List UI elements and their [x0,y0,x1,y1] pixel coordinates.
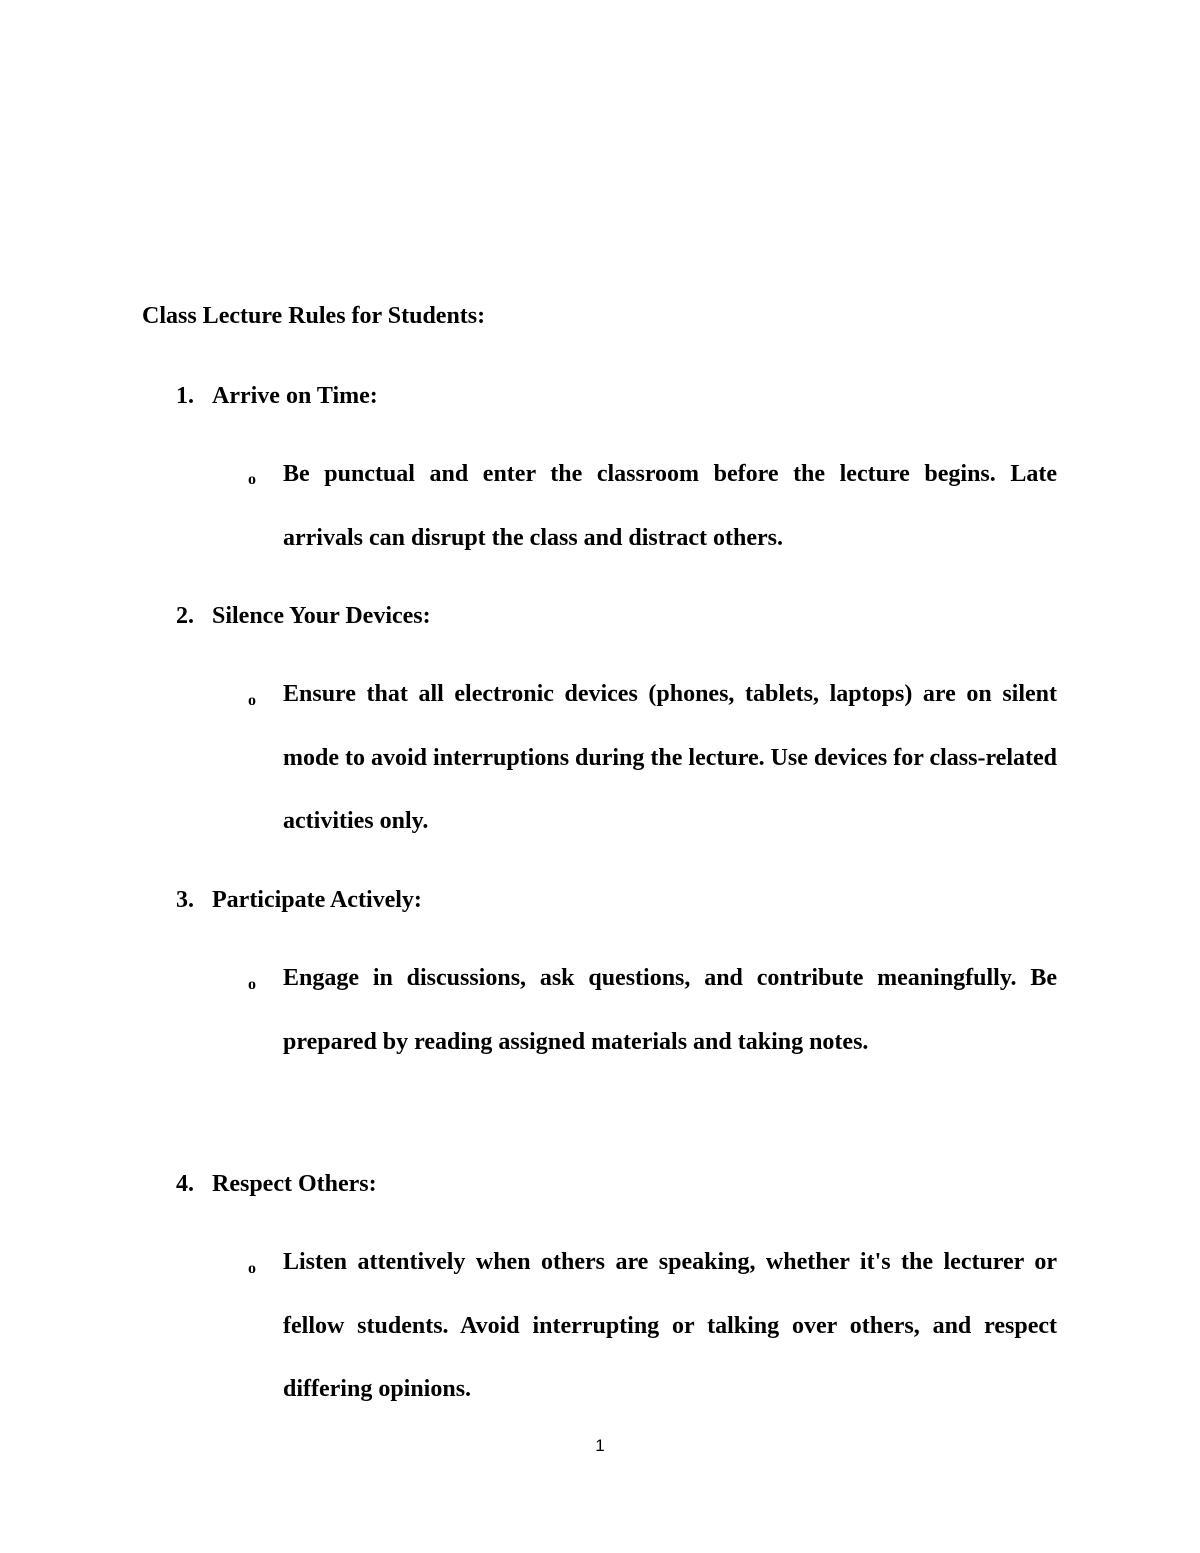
bullet-icon: o [248,471,256,488]
bullet-icon: o [248,1260,256,1277]
rule-number: 2. [176,603,194,629]
rule-heading-silence-devices [176,600,431,632]
bullet-icon: o [248,976,256,993]
rule-heading-text: Silence Your Devices: [212,603,431,629]
rule-heading-respect-others [176,1168,377,1200]
rule-number: 1. [176,383,194,409]
rule-heading-text: Arrive on Time: [212,383,378,409]
rule-body-silence-devices: Ensure that all electronic devices (phones, tablets, laptops) are on silent mode to avoid interruptions during the lecture. Use devices for class-related activities only. [283,681,1057,834]
rule-body-respect-others: Listen attentively when others are speaking, whether it's the lecturer or fellow students. Avoid interrupting or talking over others, and respect differing opinions. [283,1249,1057,1402]
page-number: 1 [595,1436,605,1455]
rule-number: 4. [176,1171,194,1197]
rule-heading-arrive-on-time [176,380,378,412]
document-title: Class Lecture Rules for Students: [142,303,486,329]
rule-number: 3. [176,887,194,913]
rule-heading-text: Participate Actively: [212,887,422,913]
rule-body-arrive-on-time: Be punctual and enter the classroom before the lecture begins. Late arrivals can disrupt the class and distract others. [283,461,1057,551]
rule-body-participate-actively: Engage in discussions, ask questions, and contribute meaningfully. Be prepared by reading assigned materials and taking notes. [283,965,1057,1055]
bullet-icon: o [248,692,256,709]
rule-heading-text: Respect Others: [212,1171,377,1197]
rule-heading-participate-actively [176,884,422,916]
